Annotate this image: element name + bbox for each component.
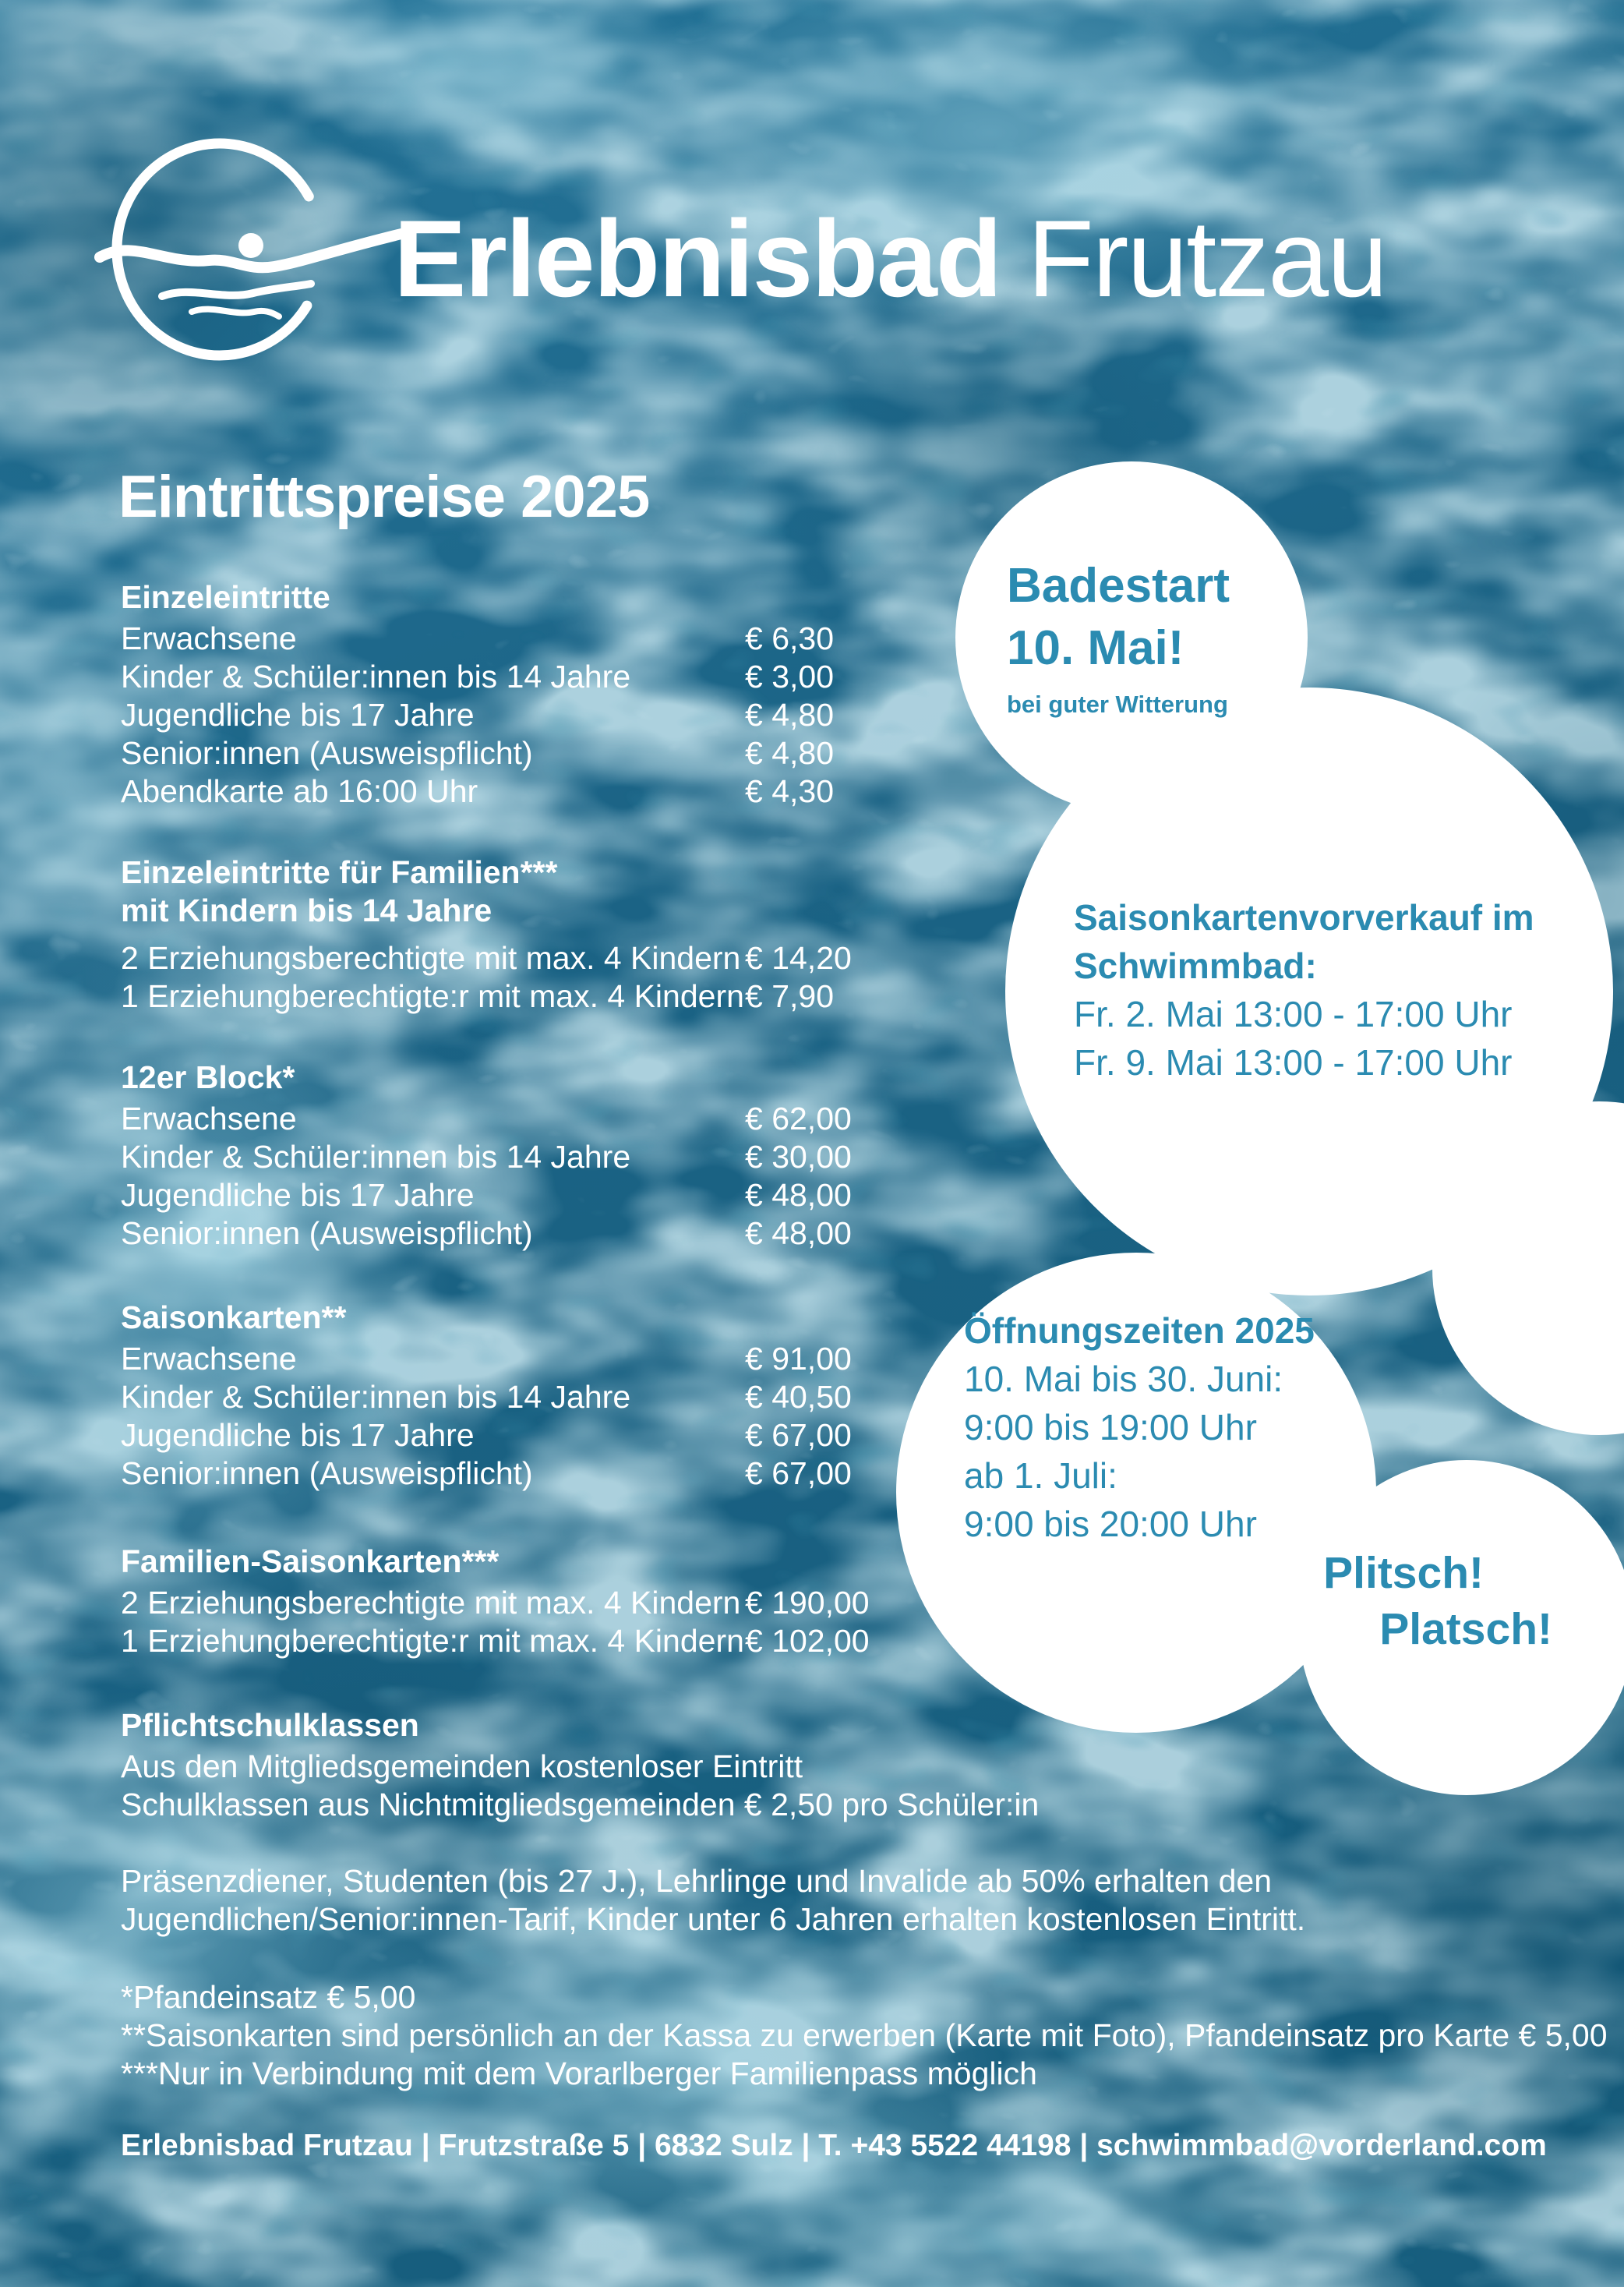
price-row [121,696,1040,734]
row-price: € 4,80 [745,735,834,771]
row-price: € 4,30 [745,773,834,809]
opening-hours-text [964,1306,1315,1548]
opening-hours-line: 9:00 bis 19:00 Uhr [964,1407,1257,1447]
row-label: 2 Erziehungsberechtigte mit max. 4 Kindern [121,940,741,976]
price-row [121,1214,1040,1253]
opening-hours-line: 9:00 bis 20:00 Uhr [964,1504,1257,1544]
row-price: € 67,00 [745,1417,852,1453]
presale-title-line: Saisonkartenvorverkauf im [1074,897,1534,938]
badestart-line: Badestart [1007,559,1230,613]
splash-line: Platsch! [1379,1604,1552,1654]
row-label: Senior:innen (Ausweispflicht) [121,735,533,771]
footnotes [121,1978,1617,2093]
price-row [121,977,1040,1016]
school-line: Schulklassen aus Nichtmitgliedsgemeinden € 2,50 pro Schüler:in [121,1787,1040,1822]
paragraph-line: Präsenzdiener, Studenten (bis 27 J.), Lehrlinge und Invalide ab 50% erhalten den [121,1863,1273,1899]
price-row [121,1340,1040,1378]
price-row [121,1176,1040,1214]
price-section-familien [121,854,1040,1016]
price-row [121,1416,1040,1455]
row-price: € 190,00 [745,1585,870,1621]
section-title: Einzeleintritte für Familien*** [121,854,558,890]
opening-hours-title: Öffnungszeiten 2025 [964,1310,1315,1351]
row-label: Kinder & Schüler:innen bis 14 Jahre [121,659,631,695]
badestart-line: 10. Mai! [1007,621,1184,675]
row-price: € 40,50 [745,1379,852,1415]
opening-hours-line: 10. Mai bis 30. Juni: [964,1359,1283,1399]
row-price: € 48,00 [745,1215,852,1251]
price-row [121,734,1040,772]
price-section-saisonkarten [121,1299,1040,1493]
row-label: Senior:innen (Ausweispflicht) [121,1455,533,1491]
presale-title-line: Schwimmbad: [1074,946,1317,986]
price-row [121,1584,1040,1622]
row-price: € 102,00 [745,1623,870,1659]
row-label: Erwachsene [121,1341,297,1377]
badestart-heading [1007,555,1230,680]
section-title: Einzeleintritte [121,579,330,615]
splash-line: Plitsch! [1323,1548,1484,1598]
row-price: € 48,00 [745,1177,852,1213]
row-label: Jugendliche bis 17 Jahre [121,1417,475,1453]
price-row [121,1100,1040,1138]
price-row [121,1378,1040,1416]
presale-date-line: Fr. 2. Mai 13:00 - 17:00 Uhr [1074,994,1513,1034]
price-row [121,658,1040,696]
section-title: Saisonkarten** [121,1299,347,1335]
row-label: Abendkarte ab 16:00 Uhr [121,773,478,809]
row-label: 2 Erziehungsberechtigte mit max. 4 Kindern [121,1585,741,1621]
row-label: 1 Erziehungberechtigte:r mit max. 4 Kindern [121,1623,744,1659]
price-section-12er-block [121,1059,1040,1253]
row-label: Senior:innen (Ausweispflicht) [121,1215,533,1251]
row-label: 1 Erziehungberechtigte:r mit max. 4 Kindern [121,978,744,1014]
opening-hours-line: ab 1. Juli: [964,1455,1117,1496]
badestart-note: bei guter Witterung [1007,691,1228,718]
footer-contact: Erlebnisbad Frutzau | Frutzstraße 5 | 6832 Sulz | T. +43 5522 44198 | schwimmbad@vorderland.com [121,2129,1547,2162]
brand-title-light: Frutzau [1027,197,1386,320]
row-price: € 67,00 [745,1455,852,1491]
presale-text [1074,893,1534,1087]
price-section-pflichtschulklassen [121,1706,1040,1824]
brand-title [394,197,1386,320]
footnote: **Saisonkarten sind persönlich an der Kassa zu erwerben (Karte mit Foto), Pfandeinsatz pro Karte € 5,00 [121,2017,1608,2053]
row-price: € 91,00 [745,1341,852,1377]
splash-text [1243,1545,1552,1657]
footnote: *Pfandeinsatz € 5,00 [121,1979,416,2015]
row-price: € 7,90 [745,978,834,1014]
row-label: Jugendliche bis 17 Jahre [121,697,475,733]
row-price: € 62,00 [745,1101,852,1136]
row-label: Erwachsene [121,620,297,656]
swimmer-head-icon [238,233,263,258]
section-title: Pflichtschulklassen [121,1707,419,1743]
price-row [121,1622,1040,1660]
row-price: € 6,30 [745,620,834,656]
row-price: € 14,20 [745,940,852,976]
paragraph-line: Jugendlichen/Senior:innen-Tarif, Kinder unter 6 Jahren erhalten kostenlosen Eintritt. [121,1901,1306,1937]
section-subtitle: mit Kindern bis 14 Jahre [121,893,492,928]
price-row [121,772,1040,811]
row-label: Kinder & Schüler:innen bis 14 Jahre [121,1139,631,1175]
school-line: Aus den Mitgliedsgemeinden kostenloser Eintritt [121,1748,803,1784]
price-section-einzeleintritte [121,578,1040,811]
row-label: Jugendliche bis 17 Jahre [121,1177,475,1213]
page-title: Eintrittspreise 2025 [118,464,650,530]
row-price: € 4,80 [745,697,834,733]
row-price: € 3,00 [745,659,834,695]
section-title: 12er Block* [121,1059,295,1095]
row-price: € 30,00 [745,1139,852,1175]
price-section-familien-saisonkarten [121,1543,1040,1660]
price-row [121,1455,1040,1493]
footnote: ***Nur in Verbindung mit dem Vorarlberger Familienpass möglich [121,2055,1037,2091]
row-label: Kinder & Schüler:innen bis 14 Jahre [121,1379,631,1415]
brand-title-bold: Erlebnisbad [394,197,1001,320]
section-title: Familien-Saisonkarten*** [121,1543,500,1579]
swimmer-logo [94,125,421,390]
row-label: Erwachsene [121,1101,297,1136]
price-row [121,620,1040,658]
price-row [121,1138,1040,1176]
presale-date-line: Fr. 9. Mai 13:00 - 17:00 Uhr [1074,1042,1513,1083]
discount-paragraph [121,1862,1617,1939]
price-row [121,939,1040,977]
